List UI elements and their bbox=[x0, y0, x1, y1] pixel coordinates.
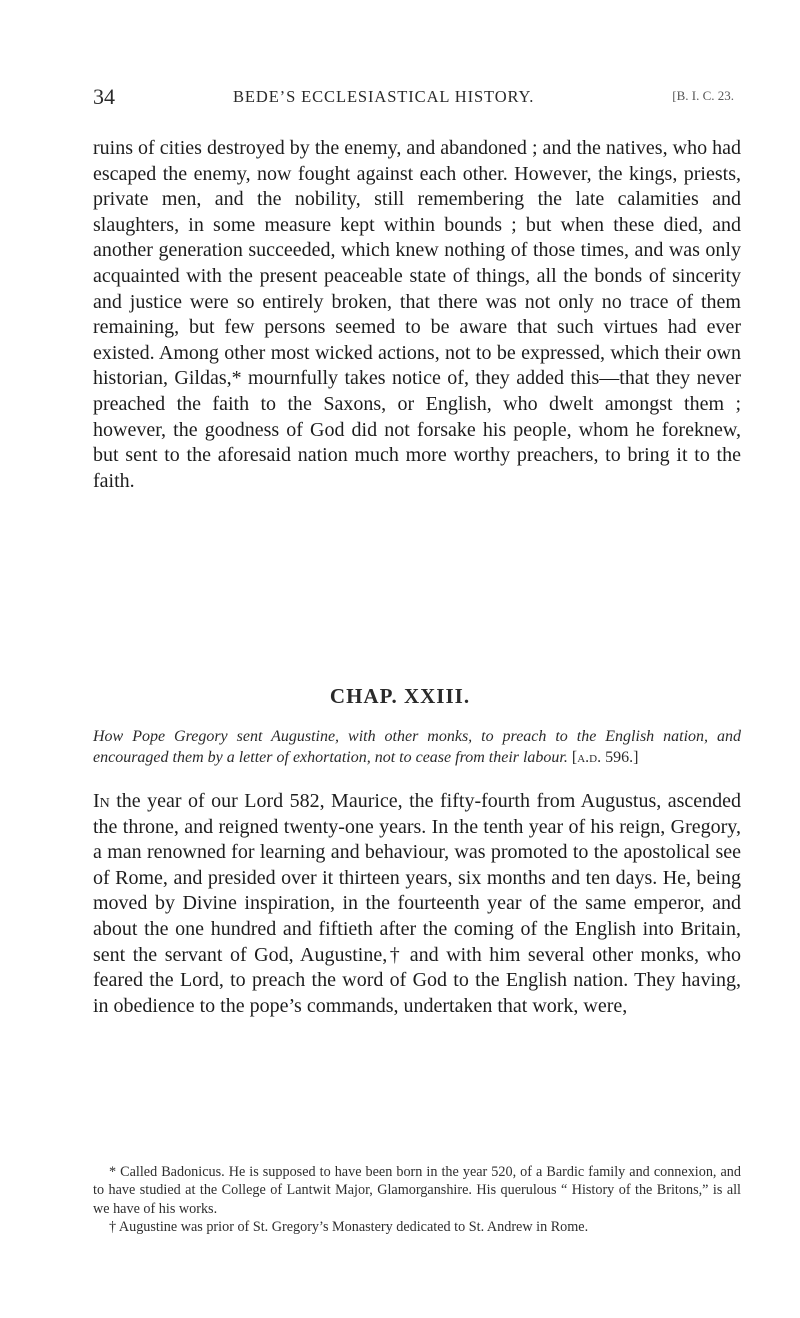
chapter-heading: CHAP. XXIII. bbox=[329, 684, 471, 708]
footnote-augustine: † Augustine was prior of St. Gregory’s Monastery dedicated to St. Andrew in Rome. bbox=[109, 1219, 589, 1236]
chapter-opening-text: the year of our Lord 582, Maurice, the fifty-fourth from Augustus, ascended the throne, and reigned twenty-one years. In the tenth year of his reign, Gregory, a man renowned for learning and behaviour, was promoted to the apostolical see of Rome, and presided over it thirteen years, six months and ten days. He, being moved by Divine inspiration, in the fourteenth year of the same emperor, and about the one hundred and fiftieth after the coming of the English into Britain, sent the servant of God, Augustine,† and with him several other monks, who feared the Lord, to preach the word of God to the English nation. They having, in obedience to the pope’s commands, undertaken that work, were, bbox=[93, 790, 741, 1017]
chapter-opening-paragraph bbox=[93, 789, 741, 1019]
lead-word: In bbox=[93, 790, 110, 812]
footnote-gildas: * Called Badonicus. He is supposed to have been born in the year 520, of a Bardic family and connexion, and to have studied at the College of Lantwit Major, Glamorganshire. His querulous “ History of the Britons,” is all we have of his works. bbox=[93, 1164, 741, 1217]
running-head bbox=[93, 84, 736, 114]
chapter-summary bbox=[93, 726, 741, 768]
chapter-summary-text: How Pope Gregory sent Augustine, with other monks, to preach to the English nation, and encouraged them by a letter of exhortation, not to cease from their labour. bbox=[93, 728, 741, 766]
summary-date-value: 596.] bbox=[601, 749, 639, 766]
footnotes bbox=[93, 1163, 741, 1237]
summary-date-prefix: a.d. bbox=[577, 749, 602, 766]
paragraph-continuation: ruins of cities destroyed by the enemy, and abandoned ; and the natives, who had escaped the enemy, now fought against each other. However, the kings, priests, private men, and the nobility, still remembering the late calamities and slaughters, in some measure kept within bounds ; but when these died, and another generation succeeded, which knew nothing of those times, and was only acquainted with the present peaceable state of things, all the bonds of sincerity and justice were so entirely broken, that there was not only no trace of them remaining, but few persons seemed to be aware that such virtues had ever existed. Among other most wicked actions, not to be expressed, which their own historian, Gildas,* mournfully takes notice of, they added this—that they never preached the faith to the Saxons, or English, who dwelt amongst them ; however, the goodness of God did not forsake his people, whom he foreknew, but sent to the aforesaid nation much more worthy preachers, to bring it to the faith. bbox=[93, 137, 741, 492]
page-number: 34 bbox=[93, 84, 115, 109]
summary-bracket: [ bbox=[571, 749, 578, 766]
running-title: BEDE’S ECCLESIASTICAL HISTORY. bbox=[233, 87, 535, 106]
book-chapter-reference: [B. I. C. 23. bbox=[672, 88, 734, 103]
